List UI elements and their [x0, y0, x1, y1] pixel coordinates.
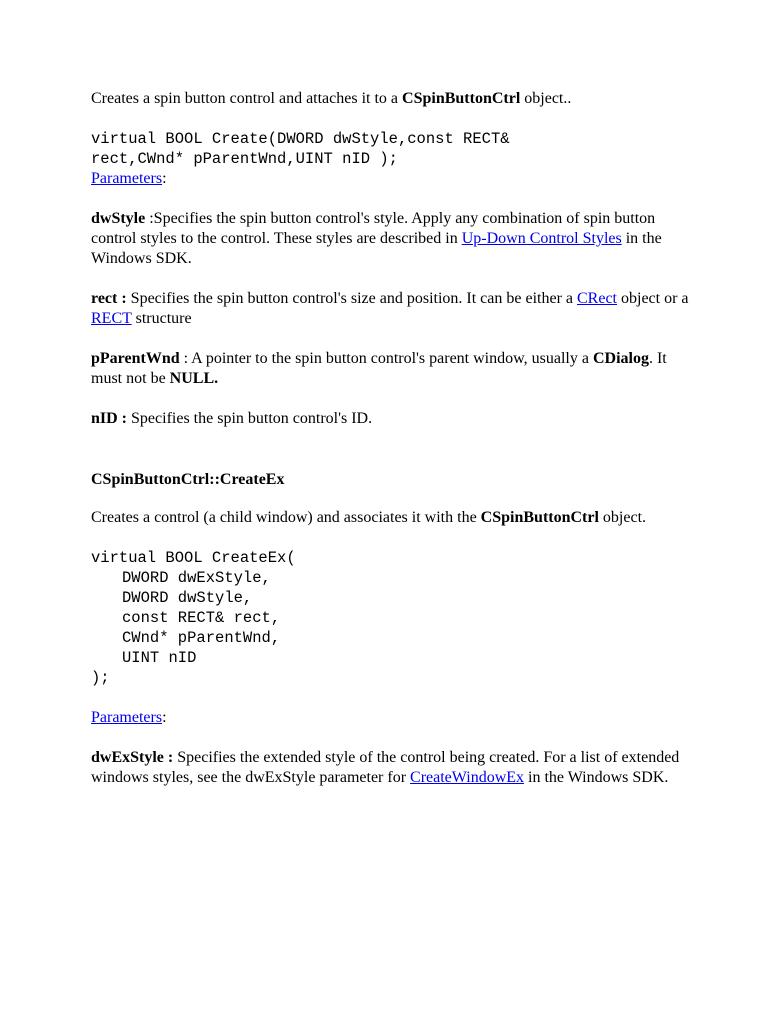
createex-heading-text: CSpinButtonCtrl::CreateEx — [91, 471, 285, 488]
pparentwnd-description: : A pointer to the spin button control's parent window, usually a — [179, 350, 593, 367]
rect-term: rect : — [91, 290, 127, 307]
createwindowex-link[interactable]: CreateWindowEx — [410, 769, 525, 786]
create-param-nid — [91, 409, 691, 429]
create-intro-text: Creates a spin button control and attaches it to a — [91, 90, 403, 107]
create-parameters-heading — [91, 169, 691, 189]
create-parameters-link[interactable]: Parameters — [91, 170, 163, 187]
createex-param-dwexstyle — [91, 748, 691, 788]
null-term: NULL. — [169, 370, 219, 387]
crect-link[interactable]: CRect — [577, 290, 617, 307]
createex-parameters-colon: : — [162, 709, 167, 726]
createex-intro-class: CSpinButtonCtrl — [480, 509, 599, 526]
create-signature-line-1: virtual BOOL Create(DWORD dwStyle,const RECT& — [91, 130, 510, 148]
cdialog-term: CDialog — [592, 350, 649, 367]
createex-heading — [91, 470, 691, 490]
createex-code-line: DWORD dwStyle, — [122, 589, 253, 607]
rect-description: Specifies the spin button control's size and position. It can be either a — [126, 290, 577, 307]
createex-parameters-link[interactable]: Parameters — [91, 709, 163, 726]
dwexstyle-suffix: in the Windows SDK. — [524, 769, 669, 786]
createex-code-line: const RECT& rect, — [122, 609, 281, 627]
create-parameters-colon: : — [162, 170, 167, 187]
create-intro-suffix: object.. — [520, 90, 572, 107]
createex-code-line: UINT nID — [122, 649, 197, 667]
createex-code-line: DWORD dwExStyle, — [122, 569, 271, 587]
dwexstyle-term: dwExStyle : — [91, 749, 174, 766]
createex-code-line: virtual BOOL CreateEx( — [91, 549, 296, 567]
pparentwnd-term: pParentWnd — [91, 350, 180, 367]
create-param-pparentwnd — [91, 349, 691, 389]
nid-term: nID : — [91, 410, 128, 427]
rect-suffix: structure — [131, 310, 192, 327]
create-signature-line-2: rect,CWnd* pParentWnd,UINT nID ); — [91, 150, 398, 168]
rect-mid: object or a — [617, 290, 689, 307]
dwstyle-description: :Specifies the spin button control's style. Apply any combination of spin button control styles to the control. These styles are described in — [91, 210, 656, 247]
createex-intro-text: Creates a control (a child window) and associates it with the — [91, 509, 481, 526]
dwstyle-term: dwStyle — [91, 210, 146, 227]
rect-struct-link[interactable]: RECT — [91, 310, 132, 327]
createex-intro — [91, 508, 691, 528]
nid-description: Specifies the spin button control's ID. — [127, 410, 373, 427]
createex-code-line: CWnd* pParentWnd, — [122, 629, 281, 647]
createex-intro-suffix: object. — [598, 509, 647, 526]
create-param-dwstyle — [91, 209, 691, 269]
pparentwnd-mid: . It must not be — [91, 350, 667, 387]
document-page — [91, 89, 691, 788]
dwexstyle-description: Specifies the extended style of the control being created. For a list of extended windows styles, see the dwExStyle parameter for — [91, 749, 680, 786]
create-intro — [91, 89, 691, 109]
updown-control-styles-link[interactable]: Up-Down Control Styles — [461, 230, 622, 247]
dwstyle-suffix: in the Windows SDK. — [91, 230, 662, 267]
create-param-rect — [91, 289, 691, 329]
createex-code-line: ); — [91, 669, 110, 687]
create-intro-class: CSpinButtonCtrl — [402, 90, 521, 107]
createex-parameters-heading — [91, 708, 691, 728]
